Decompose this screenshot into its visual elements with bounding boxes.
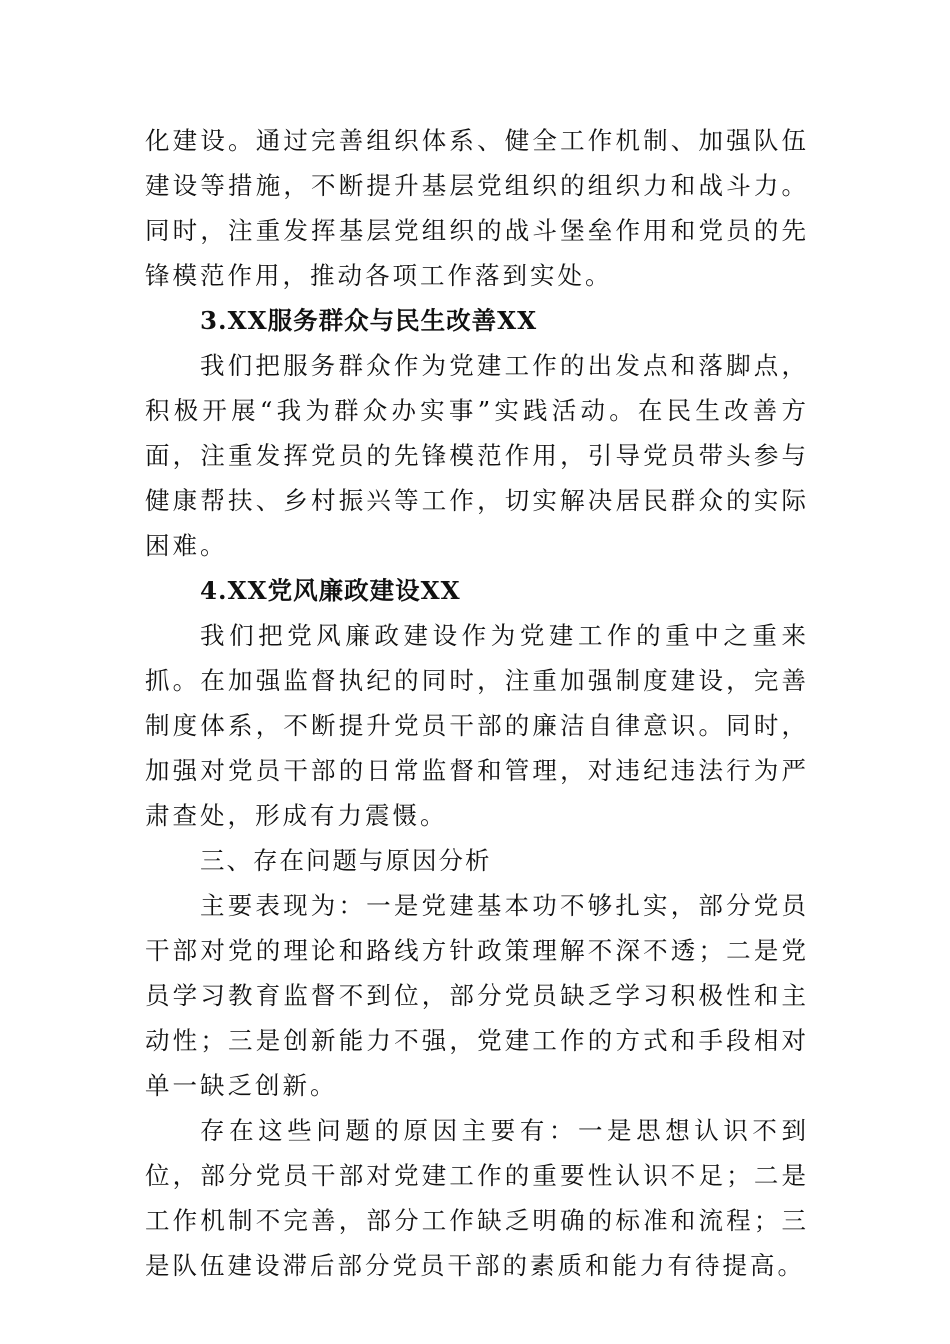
subheading-clean-governance: 4.XX党风廉政建设XX xyxy=(200,576,461,605)
paragraph-clean-governance: 我们把党风廉政建设作为党建工作的重中之重来抓。在加强监督执纪的同时，注重加强制度建设，完善制度体系，不断提升党员干部的廉洁自律意识。同时，加强对党员干部的日常监督和管理，对违纪违法行为严肃查处，形成有力震慑。 xyxy=(145,621,809,830)
paragraph-problems: 主要表现为：一是党建基本功不够扎实，部分党员干部对党的理论和路线方针政策理解不深不透；二是党员学习教育监督不到位，部分党员缺乏学习积极性和主动性；三是创新能力不强，党建工作的方式和手段相对单一缺乏创新。 xyxy=(145,891,809,1100)
paragraph-causes: 存在这些问题的原因主要有：一是思想认识不到位，部分党员干部对党建工作的重要性认识不足；二是工作机制不完善，部分工作缺乏明确的标准和流程；三是队伍建设滞后部分党员干部的素质和能力有待提高。 xyxy=(145,1116,809,1280)
document-page xyxy=(145,118,809,1288)
paragraph-service-masses: 我们把服务群众作为党建工作的出发点和落脚点，积极开展“我为群众办实事”实践活动。在民生改善方面，注重发挥党员的先锋模范作用，引导党员带头参与健康帮扶、乡村振兴等工作，切实解决居民群众的实际困难。 xyxy=(145,351,809,560)
section-heading-problems: 三、存在问题与原因分析 xyxy=(200,846,492,875)
paragraph-continuation: 化建设。通过完善组织体系、健全工作机制、加强队伍建设等措施，不断提升基层党组织的组织力和战斗力。同时，注重发挥基层党组织的战斗堡垒作用和党员的先锋模范作用，推动各项工作落到实处。 xyxy=(145,126,809,290)
subheading-service-masses: 3.XX服务群众与民生改善XX xyxy=(200,306,538,335)
